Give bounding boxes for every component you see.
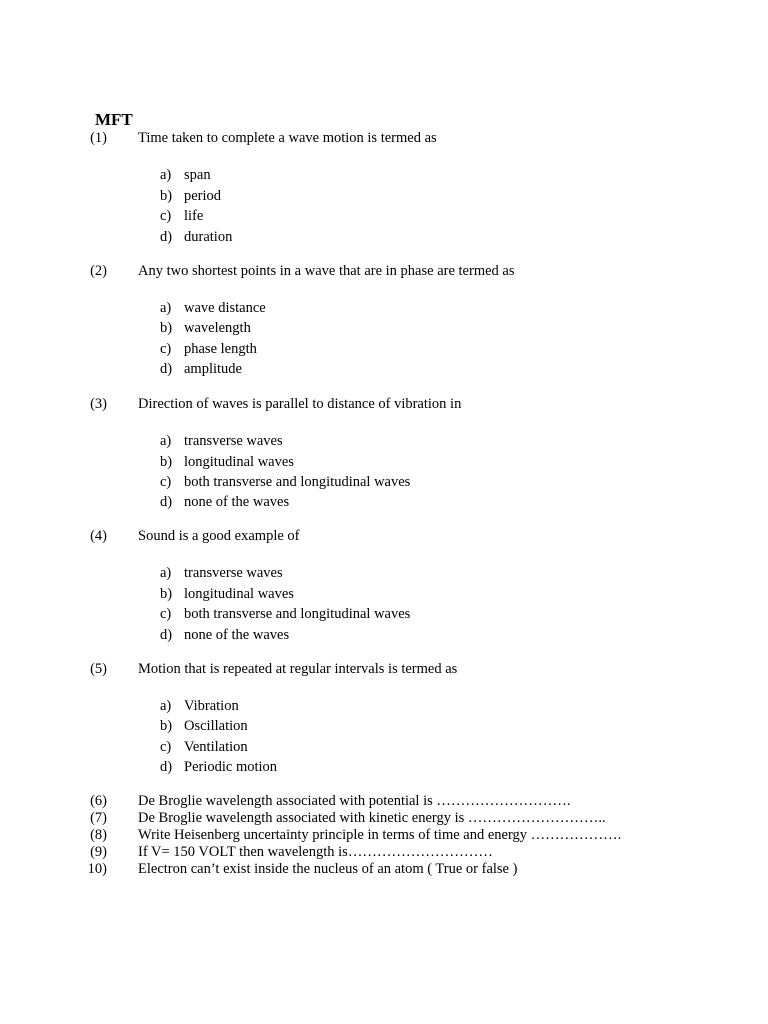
option-text: none of the waves: [184, 627, 290, 643]
option-label: b): [160, 718, 173, 734]
option-label: d): [160, 361, 173, 377]
option-text: Periodic motion: [184, 759, 278, 775]
option-text: period: [184, 188, 222, 204]
option-text: longitudinal waves: [184, 586, 294, 602]
option-text: transverse waves: [184, 565, 283, 581]
page-title: MFT: [95, 110, 133, 129]
option-label: c): [160, 739, 172, 755]
option-label: a): [160, 698, 172, 714]
option-label: d): [160, 229, 173, 245]
option-label: d): [160, 627, 173, 643]
question-text: Any two shortest points in a wave that are in phase are termed as: [138, 263, 515, 279]
option-text: phase length: [184, 341, 257, 357]
option-label: a): [160, 167, 172, 183]
question-text: Time taken to complete a wave motion is termed as: [138, 130, 437, 146]
option-text: Vibration: [184, 698, 239, 714]
option-text: duration: [184, 229, 233, 245]
option-text: Ventilation: [184, 739, 248, 755]
option-label: a): [160, 565, 172, 581]
question-number: (4): [90, 528, 107, 544]
option-label: c): [160, 474, 172, 490]
question-number: (3): [90, 396, 107, 412]
option-text: wavelength: [184, 320, 251, 336]
question-text: Sound is a good example of: [138, 528, 300, 544]
option-text: both transverse and longitudinal waves: [184, 474, 411, 490]
question-text: Direction of waves is parallel to distance of vibration in: [138, 396, 462, 412]
question-number: (6): [90, 793, 107, 809]
question-number: (7): [90, 810, 107, 826]
question-text: De Broglie wavelength associated with potential is ……………………….: [138, 793, 571, 809]
question-text: Electron can’t exist inside the nucleus of an atom ( True or false ): [138, 861, 518, 877]
option-text: amplitude: [184, 361, 242, 377]
question-number: (8): [90, 827, 107, 843]
question-number: (9): [90, 844, 107, 860]
option-label: b): [160, 586, 173, 602]
option-label: b): [160, 454, 173, 470]
question-number: (1): [90, 130, 107, 146]
option-label: a): [160, 300, 172, 316]
question-text: Write Heisenberg uncertainty principle in terms of time and energy ……………….: [138, 827, 622, 843]
option-text: span: [184, 167, 211, 183]
option-label: d): [160, 759, 173, 775]
option-label: a): [160, 433, 172, 449]
option-text: wave distance: [184, 300, 266, 316]
option-label: c): [160, 208, 172, 224]
question-number: (5): [90, 661, 107, 677]
option-label: c): [160, 606, 172, 622]
option-text: none of the waves: [184, 494, 290, 510]
option-label: b): [160, 188, 173, 204]
option-label: c): [160, 341, 172, 357]
option-text: life: [184, 208, 204, 224]
question-text: De Broglie wavelength associated with kinetic energy is ………………………..: [138, 810, 606, 826]
option-text: Oscillation: [184, 718, 248, 734]
question-number: (2): [90, 263, 107, 279]
question-text: Motion that is repeated at regular intervals is termed as: [138, 661, 458, 677]
question-text: If V= 150 VOLT then wavelength is…………………………: [138, 844, 493, 860]
option-label: b): [160, 320, 173, 336]
option-text: longitudinal waves: [184, 454, 294, 470]
option-text: transverse waves: [184, 433, 283, 449]
option-text: both transverse and longitudinal waves: [184, 606, 411, 622]
question-number: 10): [87, 861, 107, 877]
option-label: d): [160, 494, 173, 510]
